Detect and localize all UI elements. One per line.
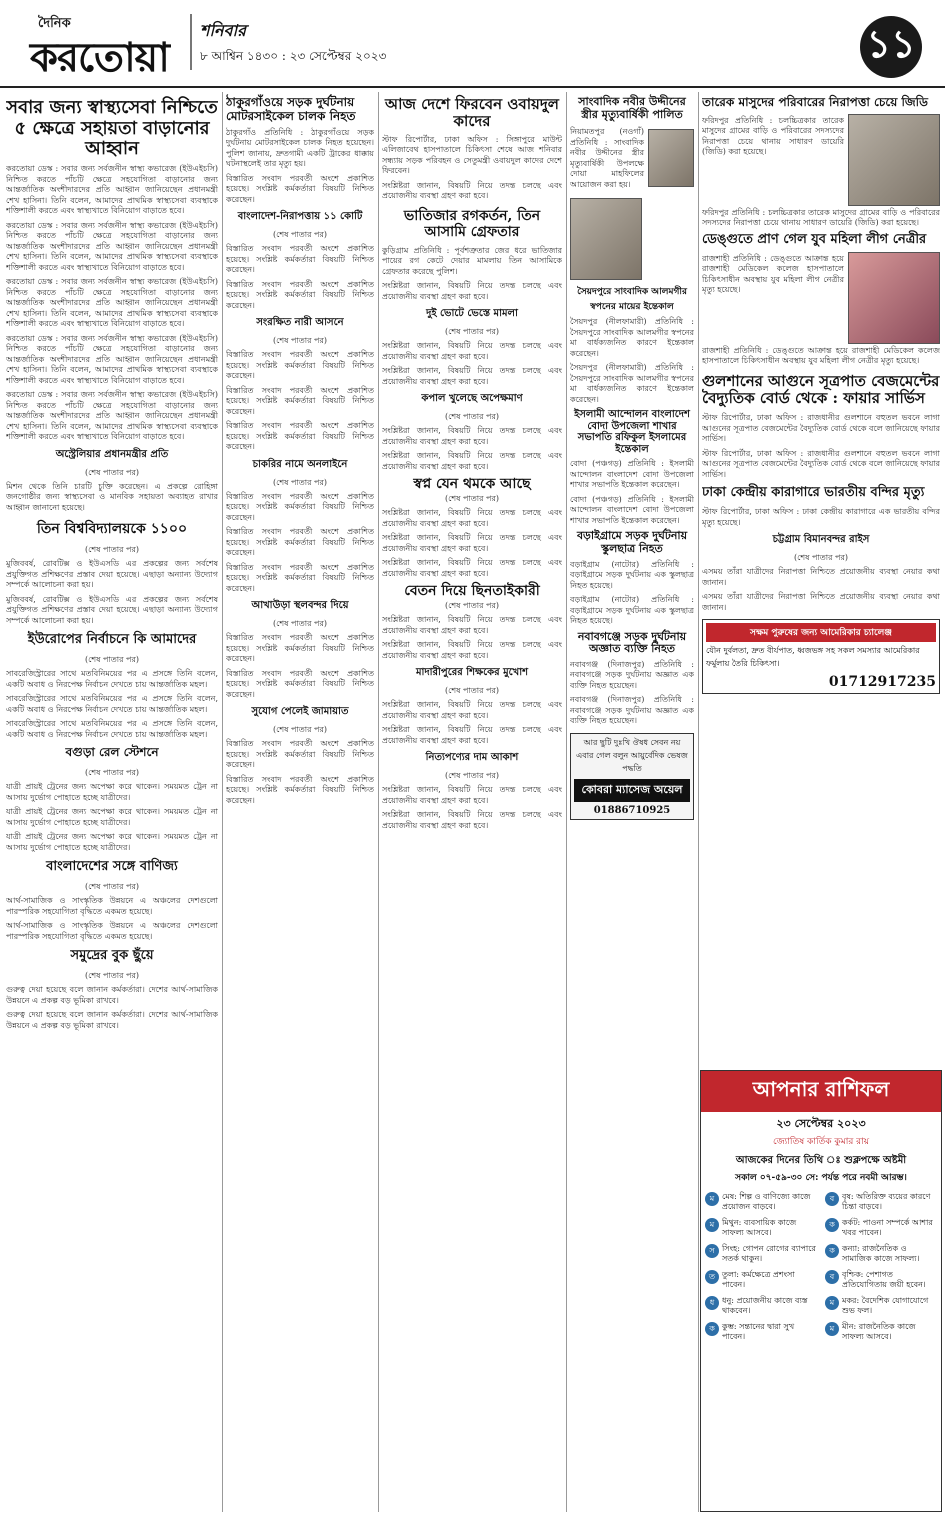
story-body: সংশ্লিষ্টরা জানান, বিষয়টি নিয়ে তদন্ত চলছে এবং প্রয়োজনীয় ব্যবস্থা গ্রহণ করা হবে। — [382, 615, 562, 635]
column-divider — [698, 92, 699, 1512]
story-headline: তারেক মাসুদের পরিবারের নিরাপত্তা চেয়ে জিডি — [702, 95, 928, 109]
lead-body-4: করতোয়া ডেস্ক : সবার জন্য সর্বজনীন স্বাস্থ্য কভারেজ (ইউএইচসি) নিশ্চিত করতে পাঁচটি ক্ষেত্রে সহযোগিতা বাড়ানোর জন্য আন্তর্জাতিক অংশীদারদের প্রতি আহ্বান জানিয়েছেন প্রধানমন্ত্রী শেখ হাসিনা। তিনি বলেন, আমাদের প্রাথমিক স্বাস্থ্যসেবা ব্যবস্থাকে শক্তিশালী করতে এবং স্বাস্থ্যখাতে বিনিয়োগ বাড়াতে হবে। — [6, 333, 218, 385]
horoscope-item — [705, 1270, 817, 1290]
story-body: সংশ্লিষ্টরা জানান, বিষয়টি নিয়ে তদন্ত চলছে এবং প্রয়োজনীয় ব্যবস্থা গ্রহণ করা হবে। — [382, 180, 562, 200]
continued-note: (শেষ পাতার পর) — [272, 619, 328, 629]
story-body: মুজিববর্ষ, রোবটিক্স ও ইউএসডি এর প্রকল্পের জন্য সর্বশেষ প্রযুক্তিগত প্রশিক্ষণের প্রস্তাব দেয়া হয়েছে। এছাড়া অন্যান্য উদ্যোগ সম্পর্কে আলোচনা করা হয়। — [6, 559, 218, 590]
continued-note: (শেষ পাতার পর) — [272, 336, 328, 346]
story-title: ইউরোপের নির্বাচনে কি আমাদের — [27, 632, 197, 648]
story-body: যাত্রী প্রায়ই ট্রেনের জন্য অপেক্ষা করে থাকেন। সময়মত ট্রেন না আসায় দুর্ভোগ পোহাতে হচ্ছে যাত্রীদের। — [6, 782, 218, 802]
story-body: মিশন থেকে তিনি চারটি চুক্তি করেছেন। এ প্রকল্পে রোহিঙ্গা জনগোষ্ঠীর জন্য স্বাস্থ্যসেবা ও মানবিক সহায়তা অব্যাহত রাখার আহ্বান জানানো হয়েছে। — [6, 481, 218, 512]
story-body: মুজিববর্ষ, রোবটিক্স ও ইউএসডি এর প্রকল্পের জন্য সর্বশেষ প্রযুক্তিগত প্রশিক্ষণের প্রস্তাব দেয়া হয়েছে। এছাড়া অন্যান্য উদ্যোগ সম্পর্কে আলোচনা করা হয়। — [6, 594, 218, 625]
zodiac-icon: ম — [825, 1322, 839, 1336]
story-body: সাবরেজিস্ট্রারের সাথে মতবিনিময়ের পর এ প্রসঙ্গে তিনি বলেন, একটি অবাধ ও নিরপেক্ষ নির্বাচন দেখতে চায় আন্তর্জাতিক মহল। — [6, 694, 218, 714]
story-body: আর্থ-সামাজিক ও সাংস্কৃতিক উন্নয়নে এ অঞ্চলের দেশগুলো পারস্পরিক সহযোগিতা বৃদ্ধিতে একমত হয়েছে। — [6, 921, 218, 941]
horoscope-item — [705, 1296, 817, 1316]
horoscope-text: মীন: রাজনৈতিক কাজে সাফল্য আসবে। — [842, 1322, 916, 1341]
story-title: তিন বিশ্ববিদ্যালয়কে ১১০০ — [36, 521, 188, 538]
photo-caption: সৈয়দপুরে সাংবাদিক আলমগীর স্বপনের মায়ের ইন্তেকাল — [577, 287, 687, 313]
column-divider — [566, 92, 567, 1512]
story-headline: ঠাকুরগাঁওয়ে সড়ক দুর্ঘটনায় মোটরসাইকেল চালক নিহত — [226, 95, 356, 123]
story-body: সংশ্লিষ্টরা জানান, বিষয়টি নিয়ে তদন্ত চলছে এবং প্রয়োজনীয় ব্যবস্থা গ্রহণ করা হবে। — [382, 341, 562, 361]
story-title: সংরক্ষিত নারী আসনে — [256, 317, 344, 329]
story-body: স্টাফ রিপোর্টার, ঢাকা অফিস : রাজধানীর গুলশানে বহুতল ভবনে লাগা আগুনের সূত্রপাত বেজমেন্টের বৈদ্যুতিক বোর্ড থেকে বলে জানিয়েছে ফায়ার সার্ভিস। — [702, 413, 940, 444]
story-body: সৈয়দপুর (নীলফামারী) প্রতিনিধি : সৈয়দপুরে সাংবাদিক আলমগীর স্বপনের মা বার্ধক্যজনিত কারণে ইন্তেকাল করেছেন। — [570, 363, 694, 404]
story-body: বিস্তারিত সংবাদ পরবর্তী অংশে প্রকাশিত হয়েছে। সংশ্লিষ্ট কর্মকর্তারা বিষয়টি নিশ্চিত করেছেন। — [226, 173, 374, 204]
story-body: রাজশাহী প্রতিনিধি : ডেঙ্গুতে আক্রান্ত হয়ে রাজশাহী মেডিকেল কলেজ হাসপাতালে চিকিৎসাধীন অবস্থায় যুব মহিলা লীগ নেত্রীর মৃত্যু হয়েছে। — [702, 253, 844, 295]
horoscope-box — [700, 1070, 942, 1512]
story-body: বিস্তারিত সংবাদ পরবর্তী অংশে প্রকাশিত হয়েছে। সংশ্লিষ্ট কর্মকর্তারা বিষয়টি নিশ্চিত করেছেন। — [226, 244, 374, 275]
portrait-photo — [848, 252, 940, 344]
story-headline: বড়াইগ্রামে সড়ক দুর্ঘটনায় স্কুলছাত্র নিহত — [576, 529, 688, 555]
masthead-divider — [190, 14, 192, 70]
column-2 — [226, 92, 374, 1512]
horoscope-item — [705, 1192, 817, 1212]
story-body: স্টাফ রিপোর্টার, ঢাকা অফিস : রাজধানীর গুলশানে বহুতল ভবনে লাগা আগুনের সূত্রপাত বেজমেন্টের বৈদ্যুতিক বোর্ড থেকে বলে জানিয়েছে ফায়ার সার্ভিস। — [702, 448, 940, 479]
horoscope-item — [705, 1322, 817, 1342]
story-body: বিস্তারিত সংবাদ পরবর্তী অংশে প্রকাশিত হয়েছে। সংশ্লিষ্ট কর্মকর্তারা বিষয়টি নিশ্চিত করেছেন। — [226, 739, 374, 770]
story-headline: স্বপ্ন যেন থমকে আছে — [413, 476, 531, 493]
zodiac-icon: ক — [705, 1322, 719, 1336]
story-title: আখাউড়া স্থলবন্দর দিয়ে — [251, 600, 349, 612]
lead-body-3: করতোয়া ডেস্ক : সবার জন্য সর্বজনীন স্বাস্থ্য কভারেজ (ইউএইচসি) নিশ্চিত করতে পাঁচটি ক্ষেত্রে সহযোগিতা বাড়ানোর জন্য আন্তর্জাতিক অংশীদারদের প্রতি আহ্বান জানিয়েছেন প্রধানমন্ত্রী শেখ হাসিনা। তিনি বলেন, আমাদের প্রাথমিক স্বাস্থ্যসেবা ব্যবস্থাকে শক্তিশালী করতে এবং স্বাস্থ্যখাতে বিনিয়োগ বাড়াতে হবে। — [6, 277, 218, 329]
story-headline: বেতন দিয়ে ছিনতাইকারী — [404, 583, 540, 600]
horoscope-item — [825, 1322, 937, 1342]
horoscope-item — [825, 1244, 937, 1264]
story-body: সৈয়দপুর (নীলফামারী) প্রতিনিধি : সৈয়দপুরে সাংবাদিক আলমগীর স্বপনের মা বার্ধক্যজনিত কারণে ইন্তেকাল করেছেন। — [570, 317, 694, 358]
story-body: সংশ্লিষ্টরা জানান, বিষয়টি নিয়ে তদন্ত চলছে এবং প্রয়োজনীয় ব্যবস্থা গ্রহণ করা হবে। — [382, 700, 562, 720]
story-body: বিস্তারিত সংবাদ পরবর্তী অংশে প্রকাশিত হয়েছে। সংশ্লিষ্ট কর্মকর্তারা বিষয়টি নিশ্চিত করেছেন। — [226, 279, 374, 310]
lead-body: করতোয়া ডেস্ক : সবার জন্য সর্বজনীন স্বাস্থ্য কভারেজ (ইউএইচসি) নিশ্চিত করতে পাঁচটি ক্ষেত্রে সহযোগিতা বাড়ানোর জন্য আন্তর্জাতিক অংশীদারদের প্রতি আহ্বান জানিয়েছেন প্রধানমন্ত্রী শেখ হাসিনা। তিনি বলেন, আমাদের প্রাথমিক স্বাস্থ্যসেবা ব্যবস্থাকে শক্তিশালী করতে এবং স্বাস্থ্যখাতে বিনিয়োগ বাড়াতে হবে। — [6, 164, 218, 216]
story-body: বিস্তারিত সংবাদ পরবর্তী অংশে প্রকাশিত হয়েছে। সংশ্লিষ্ট কর্মকর্তারা বিষয়টি নিশ্চিত করেছেন। — [226, 562, 374, 593]
story-headline: ডেঙ্গুতে প্রাণ গেল যুব মহিলা লীগ নেত্রীর — [702, 231, 927, 247]
column-divider — [378, 92, 379, 1512]
story-title: সমুদ্রের বুক ছুঁয়ে — [70, 948, 154, 964]
column-5 — [702, 92, 940, 1067]
continued-note: (শেষ পাতার পর) — [793, 553, 849, 563]
story-body: নিয়ামতপুর (নওগাঁ) প্রতিনিধি : সাংবাদিক নবীর উদ্দীনের স্ত্রীর মৃত্যুবার্ষিকী উপলক্ষে দোয়া মাহফিলের আয়োজন করা হয়। — [570, 127, 644, 189]
story-headline: সাংবাদিক নবীর উদ্দীনের স্ত্রীর মৃত্যুবার্ষিকী পালিত — [578, 95, 686, 121]
story-body: সংশ্লিষ্টরা জানান, বিষয়টি নিয়ে তদন্ত চলছে এবং প্রয়োজনীয় ব্যবস্থা গ্রহণ করা হবে। — [382, 558, 562, 578]
story-body: সংশ্লিষ্টরা জানান, বিষয়টি নিয়ে তদন্ত চলছে এবং প্রয়োজনীয় ব্যবস্থা গ্রহণ করা হবে। — [382, 810, 562, 830]
horoscope-text: ধনু: প্রয়োজনীয় কাজে ব্যস্ত থাকবেন। — [722, 1296, 808, 1315]
continued-note: (শেষ পাতার পর) — [272, 230, 328, 240]
continued-note: (শেষ পাতার পর) — [444, 412, 500, 422]
zodiac-icon: ব — [825, 1192, 839, 1206]
story-title: চট্টগ্রাম বিমানবন্দর রাইস — [772, 534, 870, 546]
story-title: বাংলাদেশের সঙ্গে বাণিজ্য — [46, 859, 178, 875]
horoscope-text: বৃষ: অতিরিক্ত ব্যয়ের কারণে চিন্তা বাড়বে। — [842, 1192, 931, 1211]
story-headline: ঢাকা কেন্দ্রীয় কারাগারে ভারতীয় বন্দির মৃত্যু — [702, 485, 925, 501]
story-headline: আজ দেশে ফিরবেন ওবায়দুল কাদের — [385, 95, 559, 131]
story-title: কপাল খুলেছে অপেক্ষমাণ — [421, 393, 523, 405]
story-body: বিস্তারিত সংবাদ পরবর্তী অংশে প্রকাশিত হয়েছে। সংশ্লিষ্ট কর্মকর্তারা বিষয়টি নিশ্চিত করেছেন। — [226, 774, 374, 805]
zodiac-icon: ব — [825, 1270, 839, 1284]
story-body: ফরিদপুর প্রতিনিধি : চলচ্চিত্রকার তারেক মাসুদের গ্রামের বাড়ি ও পরিবারের সদস্যদের নিরাপত্তা চেয়ে থানায় সাধারণ ডায়েরি (জিডি) করা হয়েছে। — [702, 115, 844, 157]
story-body: সংশ্লিষ্টরা জানান, বিষয়টি নিয়ে তদন্ত চলছে এবং প্রয়োজনীয় ব্যবস্থা গ্রহণ করা হবে। — [382, 725, 562, 745]
newspaper-logo: করতোয়া — [30, 34, 169, 81]
continued-note: (শেষ পাতার পর) — [444, 771, 500, 781]
advertisement-box — [570, 733, 694, 820]
story-body: বিস্তারিত সংবাদ পরবর্তী অংশে প্রকাশিত হয়েছে। সংশ্লিষ্ট কর্মকর্তারা বিষয়টি নিশ্চিত করেছেন। — [226, 633, 374, 664]
horoscope-date: ২৩ সেপ্টেম্বর ২০২৩ — [776, 1117, 866, 1130]
story-title: নিত্যপণ্যের দাম আকাশ — [425, 752, 519, 764]
story-body: বিস্তারিত সংবাদ পরবর্তী অংশে প্রকাশিত হয়েছে। সংশ্লিষ্ট কর্মকর্তারা বিষয়টি নিশ্চিত করেছেন। — [226, 350, 374, 381]
portrait-photo — [648, 129, 694, 187]
continued-note: (শেষ পাতার পর) — [272, 477, 328, 487]
column-divider — [222, 92, 223, 1512]
zodiac-icon: স — [705, 1244, 719, 1258]
story-body: এসময় তাঁরা যাত্রীদের নিরাপত্তা নিশ্চিতে প্রয়োজনীয় ব্যবস্থা নেয়ার কথা জানান। — [702, 567, 940, 587]
story-title: চাকরির নামে অনলাইনে — [252, 458, 348, 470]
ad-phone: 01886710925 — [593, 804, 671, 816]
story-body: বিস্তারিত সংবাদ পরবর্তী অংশে প্রকাশিত হয়েছে। সংশ্লিষ্ট কর্মকর্তারা বিষয়টি নিশ্চিত করেছেন। — [226, 421, 374, 452]
story-body: গুরুত্ব দেয়া হয়েছে বলে জানান কর্মকর্তারা। দেশের আর্থ-সামাজিক উন্নয়নে এ প্রকল্প বড় ভূমিকা রাখবে। — [6, 1010, 218, 1030]
horoscope-astrologer: জ্যোতিষ কার্তিক কুমার রায় — [772, 1137, 870, 1147]
portrait-photo — [848, 114, 940, 206]
story-body: আর্থ-সামাজিক ও সাংস্কৃতিক উন্নয়নে এ অঞ্চলের দেশগুলো পারস্পরিক সহযোগিতা বৃদ্ধিতে একমত হয়েছে। — [6, 896, 218, 916]
story-body: ফরিদপুর প্রতিনিধি : চলচ্চিত্রকার তারেক মাসুদের গ্রামের বাড়ি ও পরিবারের সদস্যদের নিরাপত্তা চেয়ে থানায় সাধারণ ডায়েরি (জিডি) করা হয়েছে। — [702, 207, 940, 228]
ad-title: সক্ষম পুরুষের জন্য আমেরিকার চ্যালেঞ্জ — [706, 623, 936, 642]
story-headline: গুলশানের আগুনে সূত্রপাত বেজমেন্টের বৈদ্যুতিক বোর্ড থেকে : ফায়ার সার্ভিস — [702, 371, 940, 407]
horoscope-text: মেষ: শিল্প ও বাণিজ্যে কাজে প্রয়োজন বাড়বে। — [722, 1192, 811, 1211]
horoscope-item — [705, 1218, 817, 1238]
story-title: অস্ট্রেলিয়ার প্রধানমন্ত্রীর প্রতি — [55, 448, 169, 460]
column-3 — [382, 92, 562, 1512]
lead-body-2: করতোয়া ডেস্ক : সবার জন্য সর্বজনীন স্বাস্থ্য কভারেজ (ইউএইচসি) নিশ্চিত করতে পাঁচটি ক্ষেত্রে সহযোগিতা বাড়ানোর জন্য আন্তর্জাতিক অংশীদারদের প্রতি আহ্বান জানিয়েছেন প্রধানমন্ত্রী শেখ হাসিনা। তিনি বলেন, আমাদের প্রাথমিক স্বাস্থ্যসেবা ব্যবস্থাকে শক্তিশালী করতে এবং স্বাস্থ্যখাতে বিনিয়োগ বাড়াতে হবে। — [6, 220, 218, 272]
story-body: বিস্তারিত সংবাদ পরবর্তী অংশে প্রকাশিত হয়েছে। সংশ্লিষ্ট কর্মকর্তারা বিষয়টি নিশ্চিত করেছেন। — [226, 668, 374, 699]
portrait-photo — [570, 198, 642, 280]
horoscope-text: মকর: বৈদেশিক যোগাযোগে শুভ ফল। — [842, 1296, 929, 1315]
story-body: বিস্তারিত সংবাদ পরবর্তী অংশে প্রকাশিত হয়েছে। সংশ্লিষ্ট কর্মকর্তারা বিষয়টি নিশ্চিত করেছেন। — [226, 385, 374, 416]
continued-note: (শেষ পাতার পর) — [444, 327, 500, 337]
horoscope-item — [825, 1270, 937, 1290]
horoscope-text: মিথুন: ব্যবসায়িক কাজে সাফল্য আসবে। — [722, 1218, 797, 1237]
story-body: বিস্তারিত সংবাদ পরবর্তী অংশে প্রকাশিত হয়েছে। সংশ্লিষ্ট কর্মকর্তারা বিষয়টি নিশ্চিত করেছেন। — [226, 527, 374, 558]
horoscope-text: বৃশ্চিক: পেশাগত প্রতিযোগিতায় জয়ী হবেন। — [842, 1270, 926, 1289]
story-body: স্টাফ রিপোর্টার, ঢাকা অফিস : সিঙ্গাপুরে মাউন্ট এলিজাবেথ হাসপাতালে চিকিৎসা শেষে আজ শনিবার সন্ধ্যায় সড়ক পরিবহন ও সেতুমন্ত্রী ওবায়দুল কাদের দেশে ফিরবেন। — [382, 134, 562, 175]
story-body: গুরুত্ব দেয়া হয়েছে বলে জানান কর্মকর্তারা। দেশের আর্থ-সামাজিক উন্নয়নে এ প্রকল্প বড় ভূমিকা রাখবে। — [6, 985, 218, 1005]
story-title: মাদারীপুরের শিক্ষকের মুখোশ — [415, 667, 529, 679]
continued-note: (শেষ পাতার পর) — [444, 601, 500, 611]
day-name: শনিবার — [200, 21, 246, 40]
continued-note: (শেষ পাতার পর) — [272, 725, 328, 735]
page-number: ১১ — [860, 16, 922, 78]
story-body: নবাবগঞ্জ (দিনাজপুর) প্রতিনিধি : নবাবগঞ্জে সড়ক দুর্ঘটনায় অজ্ঞাত এক ব্যক্তি নিহত হয়েছেন। — [570, 659, 694, 690]
zodiac-icon: ত — [705, 1270, 719, 1284]
story-body: সাবরেজিস্ট্রারের সাথে মতবিনিময়ের পর এ প্রসঙ্গে তিনি বলেন, একটি অবাধ ও নিরপেক্ষ নির্বাচন দেখতে চায় আন্তর্জাতিক মহল। — [6, 719, 218, 739]
story-body: বিস্তারিত সংবাদ পরবর্তী অংশে প্রকাশিত হয়েছে। সংশ্লিষ্ট কর্মকর্তারা বিষয়টি নিশ্চিত করেছেন। — [226, 491, 374, 522]
horoscope-item — [825, 1192, 937, 1212]
story-body: স্টাফ রিপোর্টার, ঢাকা অফিস : ঢাকা কেন্দ্রীয় কারাগারে এক ভারতীয় বন্দির মৃত্যু হয়েছে। — [702, 507, 940, 527]
continued-note: (শেষ পাতার পর) — [84, 545, 140, 555]
story-body: সংশ্লিষ্টরা জানান, বিষয়টি নিয়ে তদন্ত চলছে এবং প্রয়োজনীয় ব্যবস্থা গ্রহণ করা হবে। — [382, 508, 562, 528]
ad-title: কোবরা ম্যাসেজ অয়েল — [574, 779, 690, 802]
horoscope-title: আপনার রাশিফল — [701, 1071, 941, 1112]
continued-note: (শেষ পাতার পর) — [84, 882, 140, 892]
story-body: সংশ্লিষ্টরা জানান, বিষয়টি নিয়ে তদন্ত চলছে এবং প্রয়োজনীয় ব্যবস্থা গ্রহণ করা হবে। — [382, 281, 562, 301]
story-body: যাত্রী প্রায়ই ট্রেনের জন্য অপেক্ষা করে থাকেন। সময়মত ট্রেন না আসায় দুর্ভোগ পোহাতে হচ্ছে যাত্রীদের। — [6, 832, 218, 852]
advertisement-box — [702, 619, 940, 694]
zodiac-icon: ম — [705, 1192, 719, 1206]
story-headline: নবাবগঞ্জে সড়ক দুর্ঘটনায় অজ্ঞাত ব্যক্তি নিহত — [577, 629, 687, 656]
story-headline: ইসলামী আন্দোলন বাংলাদেশ বোদা উপজেলা শাখার সভাপতি রফিকুল ইসলামের ইন্তেকাল — [574, 409, 690, 455]
continued-note: (শেষ পাতার পর) — [84, 768, 140, 778]
masthead — [0, 0, 945, 88]
horoscope-text: কুম্ভ: সন্তানের দ্বারা সুখ পাবেন। — [722, 1322, 795, 1341]
horoscope-item — [705, 1244, 817, 1264]
zodiac-icon: ক — [825, 1218, 839, 1232]
continued-note: (শেষ পাতার পর) — [84, 467, 140, 477]
horoscope-time: সকাল ০৭-৫৯-৩০ সে: পর্যন্ত পরে নবমী আরম্ভ। — [735, 1173, 907, 1183]
horoscope-item — [825, 1296, 937, 1316]
ad-phone: 01712917235 — [828, 674, 936, 691]
story-body: সংশ্লিষ্টরা জানান, বিষয়টি নিয়ে তদন্ত চলছে এবং প্রয়োজনীয় ব্যবস্থা গ্রহণ করা হবে। — [382, 533, 562, 553]
story-body: বোদা (পঞ্চগড়) প্রতিনিধি : ইসলামী আন্দোলন বাংলাদেশ বোদা উপজেলা শাখার সভাপতি ইন্তেকাল করেছেন। — [570, 494, 694, 525]
story-body: সংশ্লিষ্টরা জানান, বিষয়টি নিয়ে তদন্ত চলছে এবং প্রয়োজনীয় ব্যবস্থা গ্রহণ করা হবে। — [382, 785, 562, 805]
zodiac-icon: ধ — [705, 1296, 719, 1310]
logo-top: দৈনিক — [38, 16, 71, 31]
story-body: বড়াইগ্রাম (নাটোর) প্রতিনিধি : বড়াইগ্রামে সড়ক দুর্ঘটনায় এক স্কুলছাত্র নিহত হয়েছে। — [570, 559, 694, 590]
story-body: এসময় তাঁরা যাত্রীদের নিরাপত্তা নিশ্চিতে প্রয়োজনীয় ব্যবস্থা নেয়ার কথা জানান। — [702, 592, 940, 612]
story-body: সাবরেজিস্ট্রারের সাথে মতবিনিময়ের পর এ প্রসঙ্গে তিনি বলেন, একটি অবাধ ও নিরপেক্ষ নির্বাচন দেখতে চায় আন্তর্জাতিক মহল। — [6, 669, 218, 689]
horoscope-text: তুলা: কর্মক্ষেত্রে প্রশংসা পাবেন। — [722, 1270, 795, 1289]
story-headline: ভাতিজার রগকর্তন, তিন আসামি গ্রেফতার — [403, 207, 541, 240]
story-title: বাংলাদেশ-নিরাপত্তায় ১১ কোটি — [237, 211, 363, 223]
story-body: সংশ্লিষ্টরা জানান, বিষয়টি নিয়ে তদন্ত চলছে এবং প্রয়োজনীয় ব্যবস্থা গ্রহণ করা হবে। — [382, 366, 562, 386]
zodiac-icon: ক — [825, 1244, 839, 1258]
column-1 — [6, 92, 218, 1512]
ad-body: যৌন দুর্বলতা, দ্রুত বীর্যপাত, ধ্বজভঙ্গ সহ সকল সমস্যার আমেরিকার ফর্মুলায় তৈরি চিকিৎসা। — [706, 646, 920, 669]
horoscope-item — [825, 1218, 937, 1238]
story-body: বোদা (পঞ্চগড়) প্রতিনিধি : ইসলামী আন্দোলন বাংলাদেশ বোদা উপজেলা শাখার সভাপতি ইন্তেকাল করেছেন। — [570, 459, 694, 490]
continued-note: (শেষ পাতার পর) — [84, 971, 140, 981]
horoscope-list — [701, 1189, 941, 1345]
story-title: সুযোগ পেলেই জামায়াত — [251, 706, 349, 718]
horoscope-text: সিংহ: গোপন রোগের ব্যাপারে সতর্ক থাকুন। — [722, 1244, 816, 1263]
story-body: সংশ্লিষ্টরা জানান, বিষয়টি নিয়ে তদন্ত চলছে এবং প্রয়োজনীয় ব্যবস্থা গ্রহণ করা হবে। — [382, 426, 562, 446]
lead-headline: সবার জন্য স্বাস্থ্যসেবা নিশ্চিতে ৫ ক্ষেত্রে সহায়তা বাড়ানোর আহ্বান — [6, 97, 218, 160]
story-body: সংশ্লিষ্টরা জানান, বিষয়টি নিয়ে তদন্ত চলছে এবং প্রয়োজনীয় ব্যবস্থা গ্রহণ করা হবে। — [382, 640, 562, 660]
story-body: রাজশাহী প্রতিনিধি : ডেঙ্গুতে আক্রান্ত হয়ে রাজশাহী মেডিকেল কলেজ হাসপাতালে চিকিৎসাধীন অবস্থায় যুব মহিলা লীগ নেত্রীর মৃত্যু হয়েছে। — [702, 345, 940, 366]
continued-note: (শেষ পাতার পর) — [84, 655, 140, 665]
story-body: কুড়িগ্রাম প্রতিনিধি : পূর্বশত্রুতার জের ধরে ভাতিজার পায়ের রগ কেটে দেয়ার মামলায় তিন আসামিকে গ্রেফতার করেছে পুলিশ। — [382, 245, 562, 276]
column-4 — [570, 92, 694, 1512]
horoscope-text: কন্যা: রাজনৈতিক ও সামাজিক কাজে সাফল্য। — [842, 1244, 920, 1263]
story-body: বড়াইগ্রাম (নাটোর) প্রতিনিধি : বড়াইগ্রামে সড়ক দুর্ঘটনায় এক স্কুলছাত্র নিহত হয়েছে। — [570, 595, 694, 626]
horoscope-tithi: আজকের দিনের তিথি ঃ শুক্লপক্ষে অষ্টমী — [735, 1155, 907, 1166]
story-body: নবাবগঞ্জ (দিনাজপুর) প্রতিনিধি : নবাবগঞ্জে সড়ক দুর্ঘটনায় অজ্ঞাত এক ব্যক্তি নিহত হয়েছেন। — [570, 695, 694, 726]
date-line: ৮ আশ্বিন ১৪৩০ : ২৩ সেপ্টেম্বর ২০২৩ — [200, 49, 387, 63]
story-title: দুই ভোটে ভেস্তে মামলা — [426, 308, 518, 320]
zodiac-icon: ম — [825, 1296, 839, 1310]
story-body: সংশ্লিষ্টরা জানান, বিষয়টি নিয়ে তদন্ত চলছে এবং প্রয়োজনীয় ব্যবস্থা গ্রহণ করা হবে। — [382, 451, 562, 471]
lead-body-5: করতোয়া ডেস্ক : সবার জন্য সর্বজনীন স্বাস্থ্য কভারেজ (ইউএইচসি) নিশ্চিত করতে পাঁচটি ক্ষেত্রে সহযোগিতা বাড়ানোর জন্য আন্তর্জাতিক অংশীদারদের প্রতি আহ্বান জানিয়েছেন প্রধানমন্ত্রী শেখ হাসিনা। তিনি বলেন, আমাদের প্রাথমিক স্বাস্থ্যসেবা ব্যবস্থাকে শক্তিশালী করতে এবং স্বাস্থ্যখাতে বিনিয়োগ বাড়াতে হবে। — [6, 390, 218, 442]
story-title: বগুড়া রেল স্টেশনে — [65, 745, 159, 760]
story-body: যাত্রী প্রায়ই ট্রেনের জন্য অপেক্ষা করে থাকেন। সময়মত ট্রেন না আসায় দুর্ভোগ পোহাতে হচ্ছে যাত্রীদের। — [6, 807, 218, 827]
zodiac-icon: ম — [705, 1218, 719, 1232]
continued-note: (শেষ পাতার পর) — [444, 494, 500, 504]
story-body: ঠাকুরগাঁও প্রতিনিধি : ঠাকুরগাঁওয়ে সড়ক দুর্ঘটনায় মোটরসাইকেল চালক নিহত হয়েছেন। পুলিশ জানায়, দ্রুতগামী একটি ট্রাকের ধাক্কায় ঘটনাস্থলেই তার মৃত্যু হয়। — [226, 127, 374, 169]
ad-body: আর ছুটি দুঃখি ঔষধ সেবন নয় এবার গেল বলুন আয়ুর্বেদিক ভেষজ পদ্ধতি — [576, 737, 688, 773]
continued-note: (শেষ পাতার পর) — [444, 686, 500, 696]
horoscope-text: কর্কট: পাওনা সম্পর্কে আশার খবর পাবেন। — [842, 1218, 933, 1237]
